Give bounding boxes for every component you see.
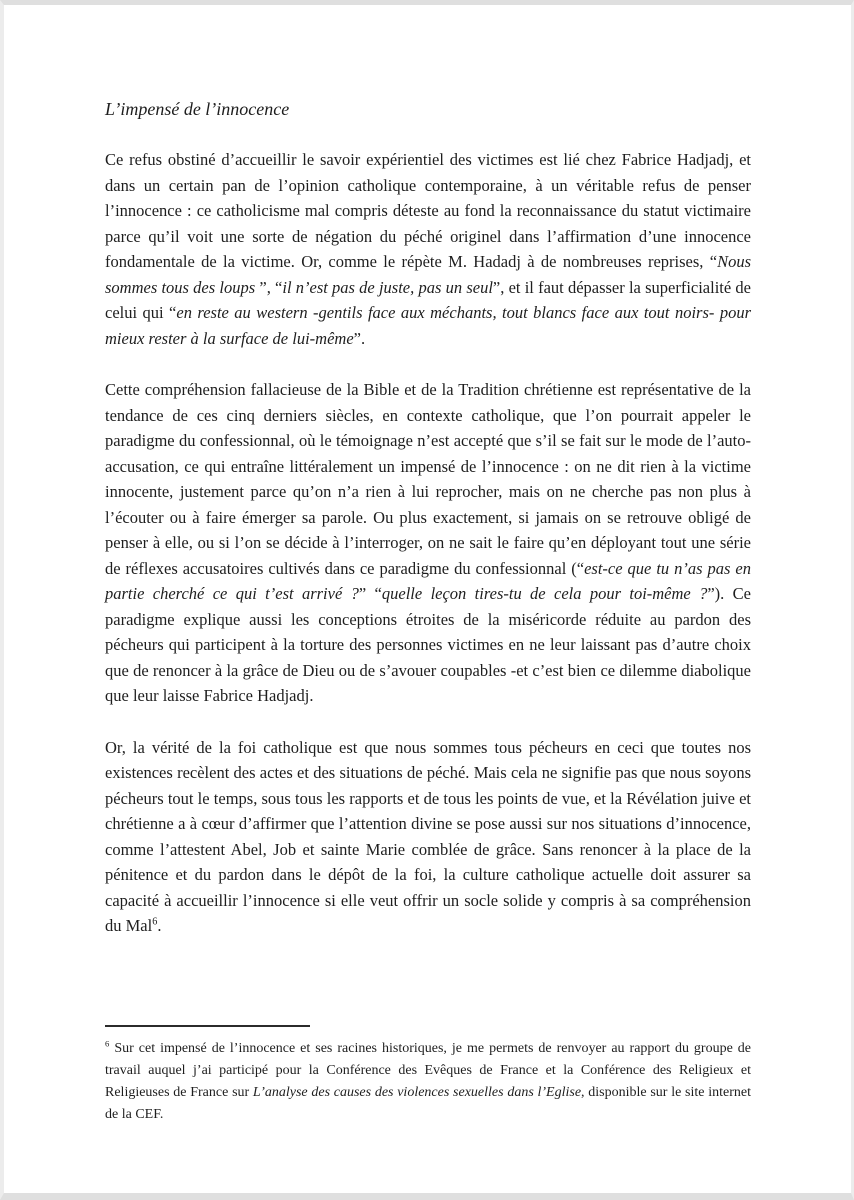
italic-text-run: en reste au western -gentils face aux méchants, tout blancs face aux tout noirs- pour mieux rester à la surface de lui-même xyxy=(105,303,751,348)
footnote-separator xyxy=(105,1025,310,1027)
paragraph xyxy=(105,735,751,939)
paragraph xyxy=(105,147,751,351)
paragraph xyxy=(105,377,751,709)
text-run: ” “ xyxy=(358,584,382,603)
italic-text-run: il n’est pas de juste, pas un seul xyxy=(282,277,493,297)
italic-text-run: quelle leçon tires-tu de cela pour toi-même ? xyxy=(381,584,708,603)
italic-text-run: L’analyse des causes des violences sexuelles dans l’Eglise xyxy=(252,1085,582,1100)
text-run: . xyxy=(157,916,162,935)
text-run: ”. xyxy=(353,328,366,348)
text-run: , disponible sur le site internet de la CEF. xyxy=(105,1085,751,1122)
text-run: Cette compréhension fallacieuse de la Bible et de la Tradition chrétienne est représentative de la tendance de ces cinq derniers siècles, en contexte catholique, que l’on pourrait appeler le paradigme du confessionnal, où le témoignage n’est accepté que s’il se fait sur le mode de l’auto-accusation, ce qui entraîne littéralement un impensé de l’innocence : on ne dit rien à la victime innocente, justement parce qu’on n’a rien à lui reprocher, mais on ne cherche pas non plus à l’écouter ou à faire émerger sa parole. Ou plus exactement, si jamais on se retrouve obligé de penser à elle, ou si l’on se décide à l’interroger, on ne sait le faire qu’en déployant tout une série de réflexes accusatoires cultivés dans ce paradigme du confessionnal (“ xyxy=(105,380,751,578)
text-run: Ce refus obstiné d’accueillir le savoir expérientiel des victimes est lié chez Fabrice Hadjadj, et dans un certain pan de l’opinion catholique contemporaine, à un véritable refus de penser l’innocence : ce catholicisme mal compris déteste au fond la reconnaissance du statut victimaire parce qu’il voit une sorte de négation du péché originel dans l’affirmation d’une innocence fondamentale de la victime. Or, comme le répète M. Hadadj à de nombreuses reprises, “ xyxy=(105,150,751,271)
body-paragraphs xyxy=(105,147,751,939)
italic-text-run: est-ce que tu n’as pas en partie cherché ce qui t’est arrivé ? xyxy=(105,558,751,603)
text-run: ”). Ce paradigme explique aussi les conceptions étroites de la miséricorde réduite au pardon des pécheurs qui participent à la torture des personnes victimes en ne leur laissant pas d’autre choix que de renoncer à la grâce de Dieu ou de s’avouer coupables -et c’est bien ce dilemme diabolique que leur laisse Fabrice Hadjadj. xyxy=(105,584,751,705)
footnote-block xyxy=(105,1025,751,1126)
footnote-reference: 6 xyxy=(105,1038,110,1049)
text-run: ”, et il faut dépasser la superficialité de celui qui “ xyxy=(105,277,751,322)
document-body xyxy=(105,97,751,965)
page-title: L’impensé de l’innocence xyxy=(105,99,290,119)
text-run: ”, “ xyxy=(259,277,283,297)
italic-text-run: Nous sommes tous des loups xyxy=(105,252,751,297)
text-run: Or, la vérité de la foi catholique est que nous sommes tous pécheurs en ceci que toutes nos existences recèlent des actes et des situations de péché. Mais cela ne signifie pas que nous soyons pécheurs tout le temps, sous tous les rapports et de tous les points de vue, et la Révélation juive et chrétienne a à cœur d’affirmer que l’attention divine se pose aussi sur nos situations d’innocence, comme l’attestent Abel, Job et sainte Marie comblée de grâce. Sans renoncer à la place de la pénitence et du pardon dans le dépôt de la foi, la culture catholique actuelle doit assurer sa capacité à accueillir l’innocence si elle veut offrir un socle solide y compris à sa compréhension du Mal xyxy=(105,737,751,935)
footnote xyxy=(105,1038,751,1126)
footnote-reference: 6 xyxy=(152,916,158,928)
text-run: Sur cet impensé de l’innocence et ses racines historiques, je me permets de renvoyer au rapport du groupe de travail auquel j’ai participé pour la Conférence des Evêques de France et la Conférence des Religieux et Religieuses de France sur xyxy=(105,1041,751,1100)
